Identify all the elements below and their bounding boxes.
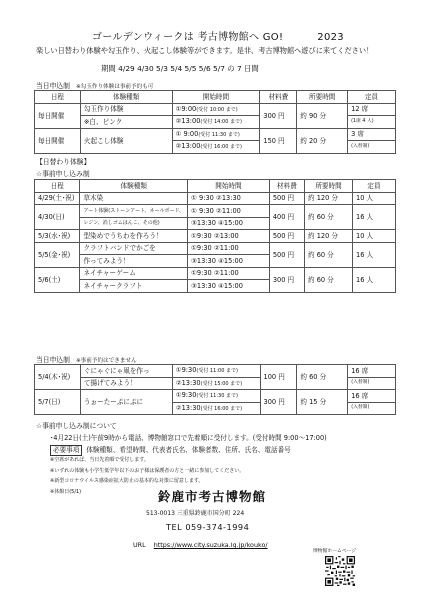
section2-subtitle: ☆事前申し込み制 bbox=[36, 170, 90, 178]
notes-line-1: ･4月22日(土)午前9時から電話、博物館窓口で先着順に受付します。(受付時間 9:00～17:00) bbox=[50, 434, 327, 442]
notes-small-1: ※空席があれば、当日先着順で受付します。 bbox=[50, 457, 149, 463]
notes-small-4: ※休館日(5/1) bbox=[50, 488, 82, 495]
page-title: ゴールデンウィークは 考古博物館へ GO! 2023 bbox=[92, 32, 344, 43]
table-row: 5/5(金･祝) クラフトバンドでかごを ①9:30 ②11:00 500 円 約 60 分 16 人 bbox=[35, 242, 396, 255]
section3-title: 当日申込制 ※事前予約はできません bbox=[36, 356, 137, 364]
section1-note: ※勾玉作り体験は事前予約も可 bbox=[75, 84, 154, 90]
table-row: 4/30(日) アート体験(ストーンアート、ネールボード、 ① 9:30 ②11:00 400 円 約 60 分 16 人 bbox=[35, 205, 396, 218]
section3-note: ※事前予約はできません bbox=[75, 358, 137, 364]
section1-title: 当日申込制 ※勾玉作り体験は事前予約も可 bbox=[36, 82, 154, 90]
section2-title: 【日替わり体験】 bbox=[36, 158, 91, 166]
table-row: 毎日開催 勾玉作り体験 ①9:00(受付 10:00 まで) 300 円 約 90 分 12 席 bbox=[35, 103, 396, 116]
period-text: 期間 4/29 4/30 5/3 5/4 5/5 5/6 5/7 の 7 日間 bbox=[101, 64, 259, 73]
notes-small-3: ※新型コロナウイルス感染症拡大防止の基本的な対策に留意します。 bbox=[50, 478, 204, 484]
required-badge: 必要事項 bbox=[50, 445, 82, 456]
table-same-day: 日程 体験種類 開始時間 材料費 所要時間 定員 毎日開催 勾玉作り体験 ①9:00(受付 10:00 まで) 300 円 約 90 分 12 席 ※白、ピンク ②13:00(受付 14:00 まで) (1席 4 人) 毎日開催 火起こし体験 ① 9:00(受付 11:30 まで) 150 円 約 20 分 3 席 ②13:00(受付 16:00 まで) (入替制) bbox=[34, 90, 396, 154]
table-same-day-2: 5/4(木･祝) ぐにゃぐにゃ凧を作っ ①9:30(受付 11:00 まで) 100 円 約 60 分 16 席 て揚げてみよう！ ②13:30(受付 15:00 まで) (入替制) 5/7(日) うぉーたーぷにぷに ①9:30(受付 11:30 まで) 300 円 約 15 分 16 席 ②13:30(受付 16:00 まで) (入替制) bbox=[34, 364, 396, 415]
notes-small-2: ※いずれの体験も小学生低学年以下のお子様は保護者の方と一緒に参加してください。 bbox=[50, 467, 245, 474]
museum-address: 513-0013 三重県鈴鹿市国分町 224 bbox=[146, 510, 245, 517]
table-row: 5/7(日) うぉーたーぷにぷに ①9:30(受付 11:30 まで) 300 円 約 15 分 16 席 bbox=[35, 390, 396, 403]
notes-line-2: 必要事項 体験種類、希望時間、代表者氏名、体験者数、住所、氏名、電話番号 bbox=[50, 444, 400, 456]
qr-code-icon[interactable] bbox=[325, 556, 355, 586]
table-row: 5/6(土) ネイチャーゲーム ①9:30 ②11:00 300 円 約 60 分 16 人 bbox=[35, 267, 396, 280]
notes-title: ☆事前申し込み制について bbox=[36, 422, 117, 430]
museum-tel: TEL 059-374-1994 bbox=[166, 522, 250, 532]
museum-url: URL https://www.city.suzuka.lg.jp/kouko/ bbox=[133, 541, 268, 549]
museum-name: 鈴鹿市考古博物館 bbox=[158, 489, 267, 504]
table-row: 4/29(土･祝) 草木染 ① 9:30 ②13:30 500 円 約 120 分 10 人 bbox=[35, 192, 396, 205]
url-link[interactable]: https://www.city.suzuka.lg.jp/kouko/ bbox=[153, 541, 268, 549]
qr-label: 博物館ホームページ bbox=[313, 549, 357, 554]
table-row: 5/3(水･祝) 型染めでうちわを作ろう！ ①9:30 ②13:00 500 円 約 120 分 10 人 bbox=[35, 230, 396, 243]
intro-text: 楽しい日替わり体験や勾玉作り、火起こし体験等ができます。是非、考古博物館へ遊びに来てください！ bbox=[36, 46, 374, 55]
table-daily-events: 日程 体験種類 開始時間 材料費 所要時間 定員 4/29(土･祝) 草木染 ① 9:30 ②13:30 500 円 約 120 分 10 人 4/30(日) アート体験(ストーンアート、ネールボード、 ① 9:30 ②11:00 400 円 約 60 分 16 人 レジン、消しゴムはんこ、その他) ③13:30 ④15:00 5/3(水･祝) 型染めでうちわを作ろう！ ①9:30 ②13:00 500 円 約 120 分 10 人 5/5(金･祝) クラフトバンドでかごを ①9:30 ②11:00 500 円 約 60 分 16 人 作ってみよう！ ③13:30 ④15:00 5/6(土) ネイチャーゲーム ①9:30 ②11:00 300 円 約 60 分 16 人 ネイチャークラフト ③13:30 ④15:00 bbox=[34, 179, 396, 293]
table-row: 毎日開催 火起こし体験 ① 9:00(受付 11:30 まで) 150 円 約 20 分 3 席 bbox=[35, 128, 396, 141]
table-row: 5/4(木･祝) ぐにゃぐにゃ凧を作っ ①9:30(受付 11:00 まで) 100 円 約 60 分 16 席 bbox=[35, 365, 396, 378]
year: 2023 bbox=[317, 32, 344, 43]
